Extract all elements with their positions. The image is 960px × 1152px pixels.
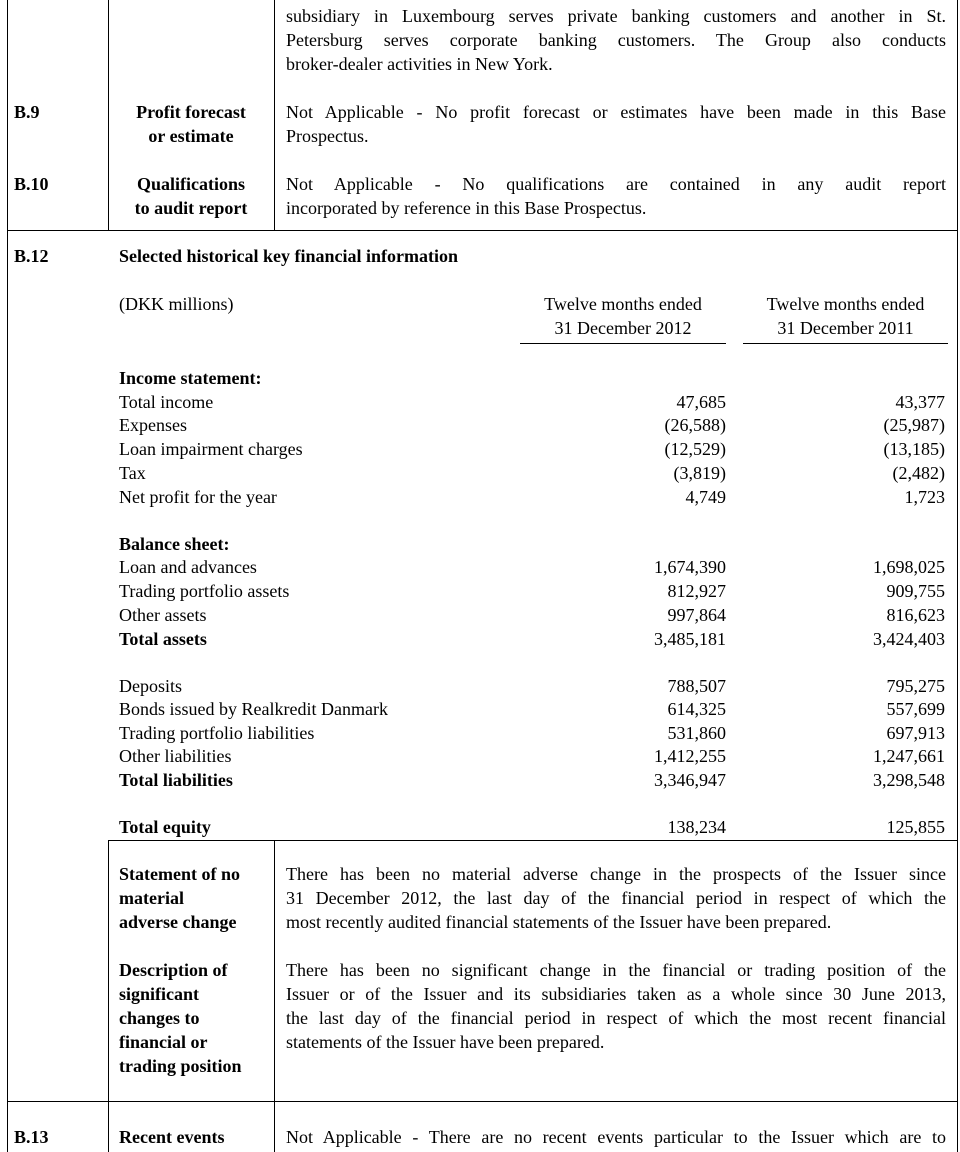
no-mac-text-line-2: 31 December 2012, the last day of the financial period in respect of which the bbox=[286, 888, 946, 908]
table-units: (DKK millions) bbox=[119, 294, 234, 314]
table-cell-2011: 557,699 bbox=[886, 699, 945, 719]
table-row-label: Trading portfolio liabilities bbox=[119, 723, 315, 743]
table-cell-2012: 997,864 bbox=[667, 605, 726, 625]
col-header-2011-line-1: Twelve months ended bbox=[766, 294, 925, 314]
sig-change-title-line-5: trading position bbox=[119, 1056, 242, 1076]
table-cell-2011: 816,623 bbox=[886, 605, 945, 625]
table-cell-2011: 43,377 bbox=[895, 392, 945, 412]
sig-change-title-line-2: significant bbox=[119, 984, 200, 1004]
table-bottom-rule bbox=[108, 840, 958, 841]
sig-change-text-line-2: Issuer or of the Issuer and its subsidiaries taken as a whole since 30 June 2013, bbox=[286, 984, 946, 1004]
table-cell-2011: 795,275 bbox=[886, 676, 945, 696]
table-cell-2011: 1,723 bbox=[904, 487, 945, 507]
b10-title-line-2: to audit report bbox=[134, 198, 248, 218]
col-divider-2-lower bbox=[274, 840, 275, 1102]
table-cell-2012: 614,325 bbox=[667, 699, 726, 719]
table-row-label: Other assets bbox=[119, 605, 207, 625]
table-cell-2011: 1,247,661 bbox=[873, 746, 945, 766]
table-row-label: Bonds issued by Realkredit Danmark bbox=[119, 699, 388, 719]
sig-change-title-line-4: financial or bbox=[119, 1032, 208, 1052]
col-divider-1-lower bbox=[108, 840, 109, 1102]
table-row-label-total: Total liabilities bbox=[119, 770, 233, 790]
table-cell-2011: (2,482) bbox=[892, 463, 945, 483]
table-cell-2011: (13,185) bbox=[883, 439, 945, 459]
col-divider-2-b13 bbox=[274, 1101, 275, 1152]
table-cell-2011: 125,855 bbox=[886, 817, 945, 837]
b12-code: B.12 bbox=[14, 246, 49, 266]
table-cell-2012: 3,346,947 bbox=[654, 770, 726, 790]
table-row-label: Expenses bbox=[119, 415, 187, 435]
table-cell-2012: 3,485,181 bbox=[654, 629, 726, 649]
no-mac-text-line-1: There has been no material adverse change in the prospects of the Issuer since bbox=[286, 864, 946, 884]
row-divider-b13 bbox=[7, 1101, 958, 1102]
table-cell-2011: 697,913 bbox=[886, 723, 945, 743]
no-mac-text-line-3: most recently audited financial statements of the Issuer have been prepared. bbox=[286, 912, 832, 932]
b8-text-line-2: Petersburg serves corporate banking customers. The Group also conducts bbox=[286, 30, 946, 50]
row-divider-b12 bbox=[7, 230, 958, 231]
b10-title-line-1: Qualifications bbox=[136, 174, 245, 194]
b10-text-line-2: incorporated by reference in this Base Prospectus. bbox=[286, 198, 647, 218]
b9-title-line-1: Profit forecast bbox=[136, 102, 246, 122]
table-cell-2011: 1,698,025 bbox=[873, 557, 945, 577]
table-cell-2012: 812,927 bbox=[667, 581, 726, 601]
balance-heading: Balance sheet: bbox=[119, 534, 230, 554]
b10-code: B.10 bbox=[14, 174, 49, 194]
outer-border-left bbox=[7, 0, 8, 1152]
no-mac-title-line-3: adverse change bbox=[119, 912, 237, 932]
table-row-label-total: Total assets bbox=[119, 629, 207, 649]
table-cell-2012: 138,234 bbox=[667, 817, 726, 837]
sig-change-text-line-3: the last day of the financial period in respect of which the most recent financial bbox=[286, 1008, 946, 1028]
b8-text-line-3: broker-dealer activities in New York. bbox=[286, 54, 553, 74]
col-header-2012-underline bbox=[520, 343, 726, 344]
sig-change-text-line-4: statements of the Issuer have been prepared. bbox=[286, 1032, 605, 1052]
table-cell-2012: 1,412,255 bbox=[654, 746, 726, 766]
sig-change-title-line-1: Description of bbox=[119, 960, 228, 980]
col-divider-2 bbox=[274, 0, 275, 230]
col-header-2012-line-1: Twelve months ended bbox=[544, 294, 702, 314]
b13-code: B.13 bbox=[14, 1127, 49, 1147]
table-cell-2012: 47,685 bbox=[676, 392, 726, 412]
table-cell-2012: 4,749 bbox=[685, 487, 726, 507]
table-cell-2011: 3,424,403 bbox=[873, 629, 945, 649]
b8-text-line-1: subsidiary in Luxembourg serves private banking customers and another in St. bbox=[286, 6, 946, 26]
no-mac-title-line-1: Statement of no bbox=[119, 864, 240, 884]
table-cell-2012: 788,507 bbox=[667, 676, 726, 696]
sig-change-title-line-3: changes to bbox=[119, 1008, 200, 1028]
outer-border-right bbox=[957, 0, 958, 1152]
table-cell-2011: 3,298,548 bbox=[873, 770, 945, 790]
table-row-label: Loan and advances bbox=[119, 557, 257, 577]
table-cell-2012: 1,674,390 bbox=[654, 557, 726, 577]
table-row-label: Total income bbox=[119, 392, 214, 412]
table-cell-2012: (12,529) bbox=[664, 439, 726, 459]
col-header-2011-line-2: 31 December 2011 bbox=[777, 318, 914, 338]
b13-text: Not Applicable - There are no recent events particular to the Issuer which are to bbox=[286, 1127, 946, 1147]
b12-title: Selected historical key financial information bbox=[119, 246, 458, 266]
table-row-label: Loan impairment charges bbox=[119, 439, 303, 459]
sig-change-text-line-1: There has been no significant change in the financial or trading position of the bbox=[286, 960, 946, 980]
b10-text-line-1: Not Applicable - No qualifications are contained in any audit report bbox=[286, 174, 946, 194]
table-cell-2012: (3,819) bbox=[673, 463, 726, 483]
table-row-label: Deposits bbox=[119, 676, 182, 696]
col-header-2012-line-2: 31 December 2012 bbox=[554, 318, 692, 338]
table-row-label: Trading portfolio assets bbox=[119, 581, 290, 601]
table-row-label: Other liabilities bbox=[119, 746, 232, 766]
col-header-2011-underline bbox=[743, 343, 948, 344]
income-heading: Income statement: bbox=[119, 368, 262, 388]
b9-text-line-2: Prospectus. bbox=[286, 126, 369, 146]
table-cell-2012: (26,588) bbox=[664, 415, 726, 435]
b9-code: B.9 bbox=[14, 102, 40, 122]
col-divider-1-b13 bbox=[108, 1101, 109, 1152]
b9-text-line-1: Not Applicable - No profit forecast or estimates have been made in this Base bbox=[286, 102, 946, 122]
b9-title-line-2: or estimate bbox=[148, 126, 234, 146]
table-row-label: Net profit for the year bbox=[119, 487, 277, 507]
table-row-label-total: Total equity bbox=[119, 817, 211, 837]
table-cell-2011: (25,987) bbox=[883, 415, 945, 435]
table-cell-2011: 909,755 bbox=[886, 581, 945, 601]
table-row-label: Tax bbox=[119, 463, 146, 483]
no-mac-title-line-2: material bbox=[119, 888, 184, 908]
table-cell-2012: 531,860 bbox=[667, 723, 726, 743]
b13-title: Recent events bbox=[119, 1127, 225, 1147]
